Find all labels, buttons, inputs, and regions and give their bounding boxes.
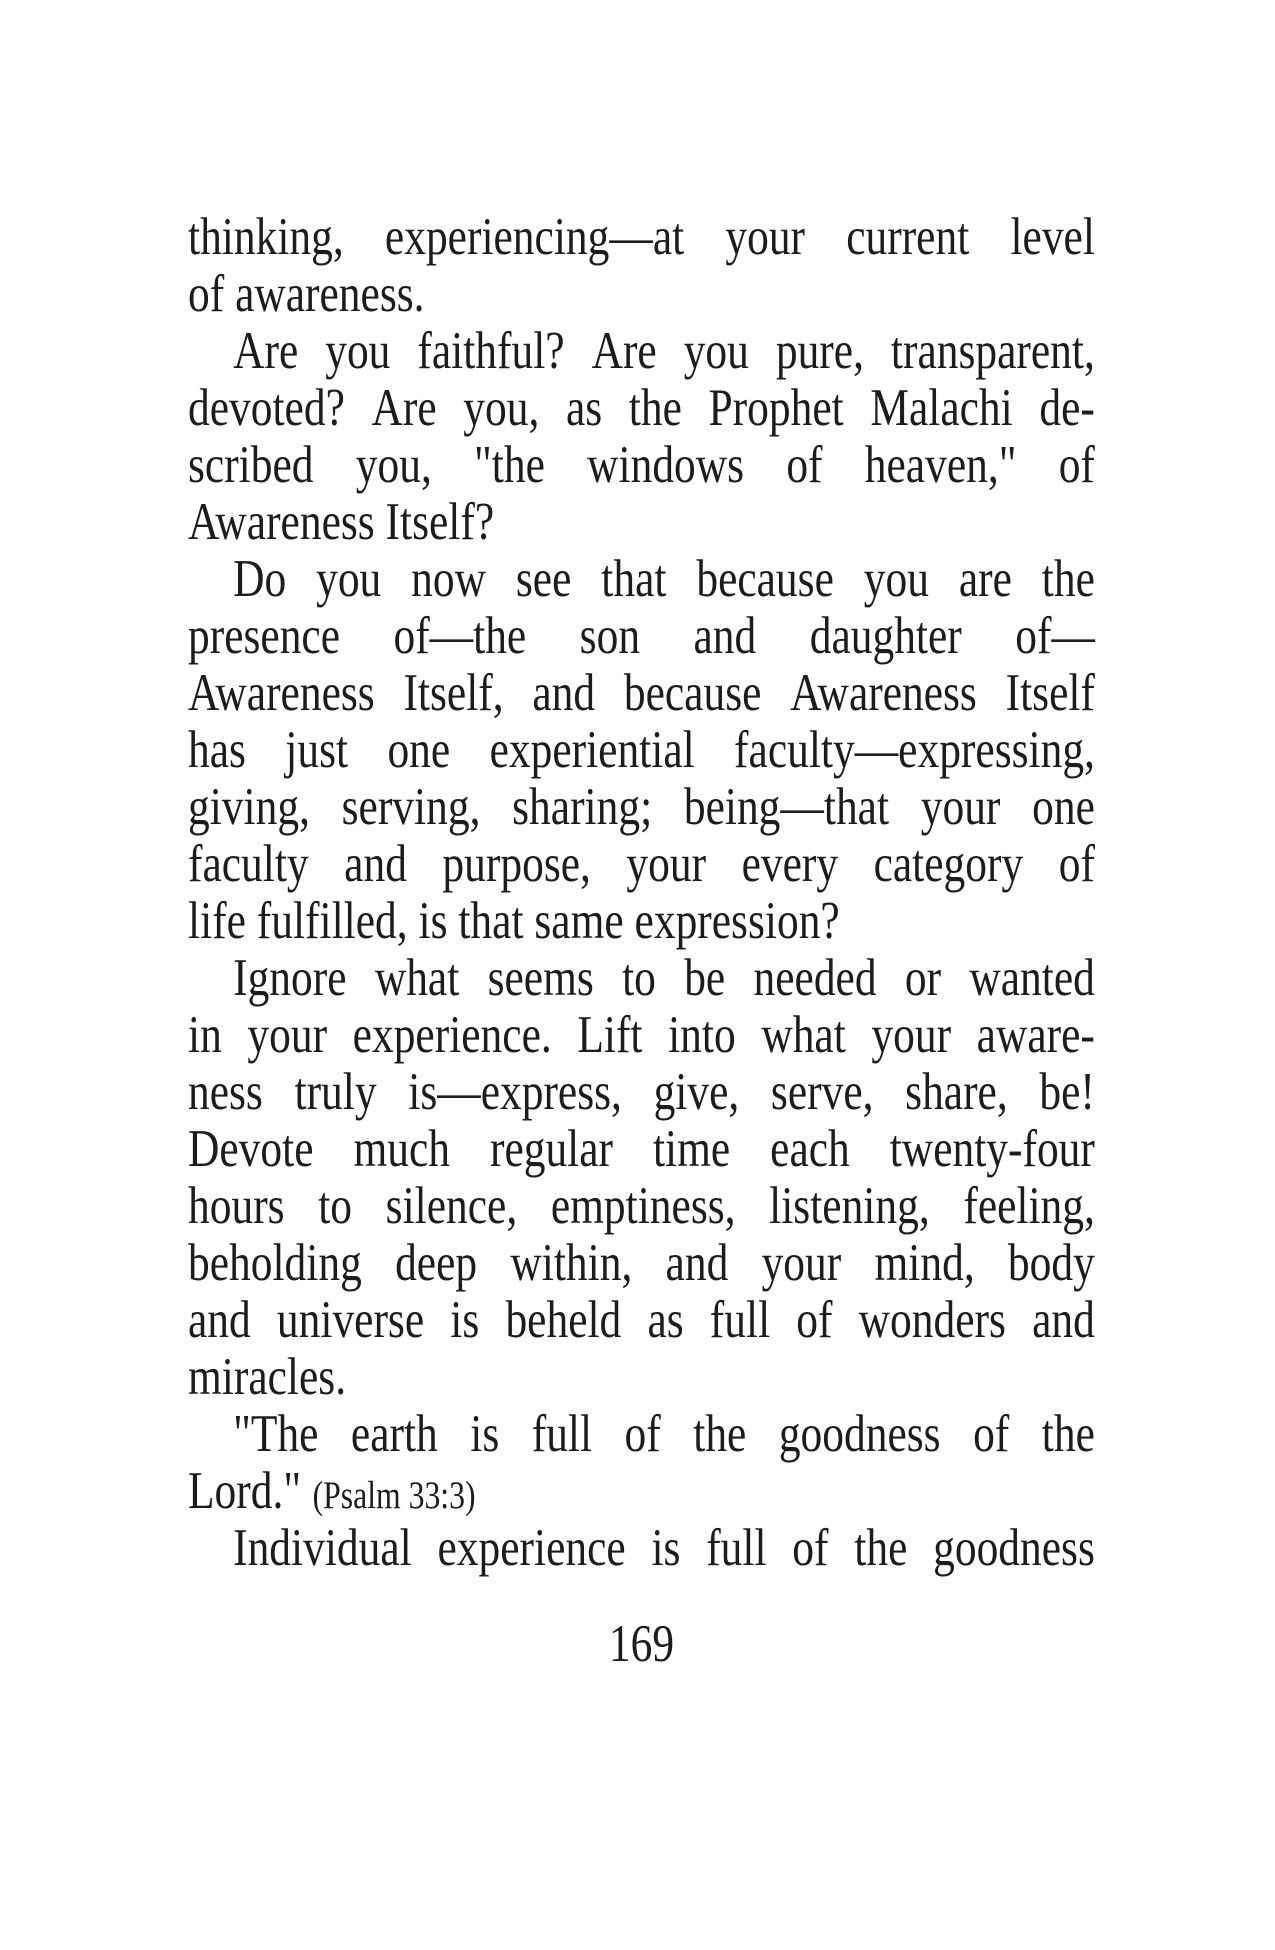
text-line-11: giving, serving, sharing; being—that your one [188,778,1095,836]
text-line-4: devoted? Are you, as the Prophet Malachi de- [188,379,1095,437]
text-line-14: Ignore what seems to be needed or wanted [233,949,1095,1007]
text-line-21: miracles. [188,1348,347,1406]
text-line-16: ness truly is—express, give, serve, share, be! [188,1063,1095,1121]
text-line-2: of awareness. [188,265,425,323]
text-line-1: thinking, experiencing—at your current level [188,208,1095,266]
text-line-24: Individual experience is full of the goodness [233,1519,1095,1577]
text-line-17: Devote much regular time each twenty-four [188,1120,1095,1178]
text-line-3: Are you faithful? Are you pure, transparent, [233,322,1095,380]
text-line-6: Awareness Itself? [188,493,495,551]
text-line-18: hours to silence, emptiness, listening, feeling, [188,1177,1095,1235]
text-line-9: Awareness Itself, and because Awareness Itself [188,664,1095,722]
text-line-15: in your experience. Lift into what your aware- [188,1006,1095,1064]
text-line-20: and universe is beheld as full of wonders and [188,1291,1095,1349]
page-number: 169 [608,1615,675,1673]
text-line-8: presence of—the son and daughter of— [188,607,1095,665]
text-line-19: beholding deep within, and your mind, body [188,1234,1095,1292]
text-line-13: life fulfilled, is that same expression? [188,892,840,950]
citation-text: (Psalm 33:3) [312,1475,476,1517]
body-text [188,209,1095,1577]
text-line-10: has just one experiential faculty—expressing, [188,721,1095,779]
text-line-5: scribed you, "the windows of heaven," of [188,436,1095,494]
text-line-23: Lord." (Psalm 33:3) [188,1462,476,1520]
text-line-7: Do you now see that because you are the [233,550,1095,608]
text-line-12: faculty and purpose, your every category of [188,835,1095,893]
text-line-22: "The earth is full of the goodness of the [233,1405,1095,1463]
